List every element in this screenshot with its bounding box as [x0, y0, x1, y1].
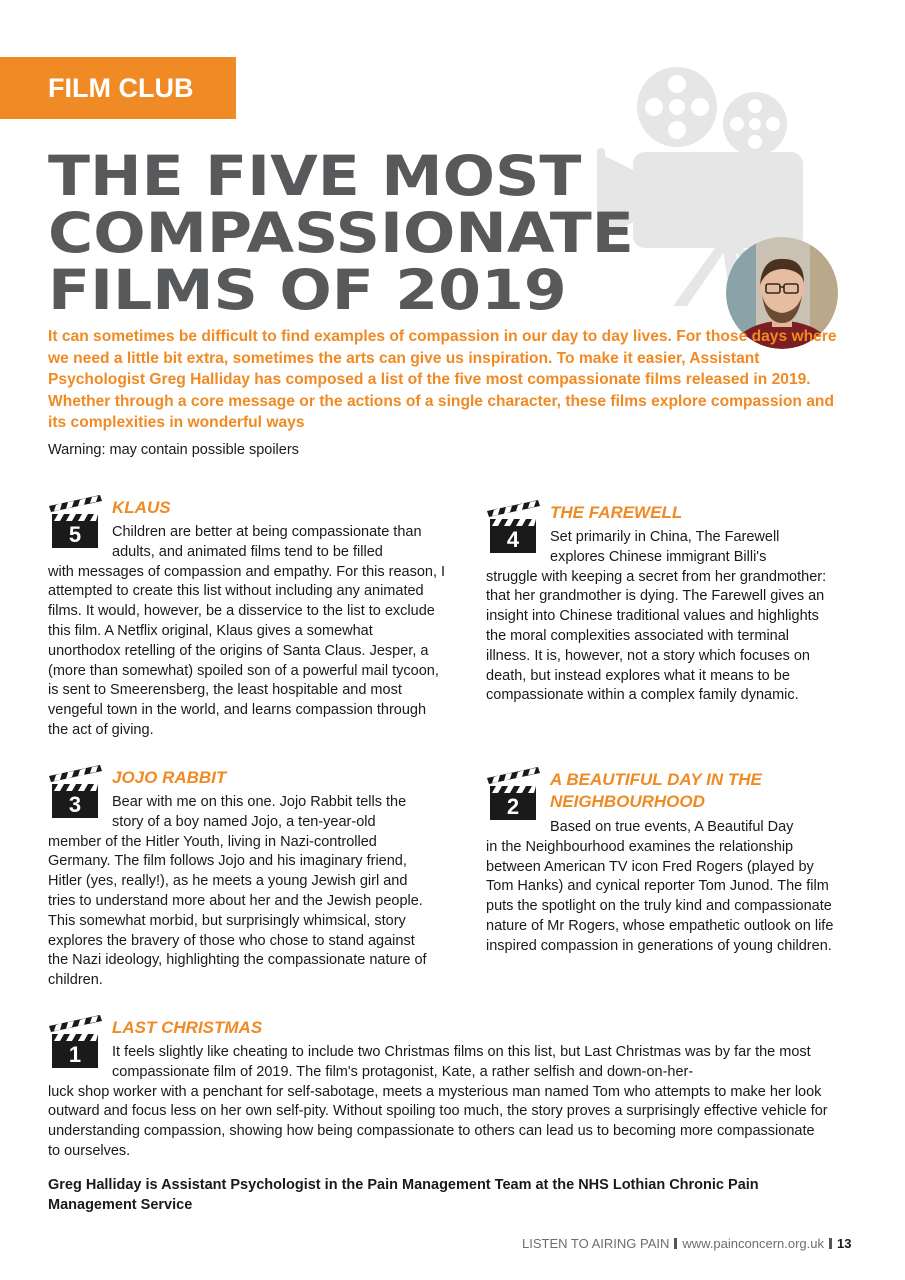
title-line: FILMS OF 2019: [48, 258, 567, 322]
footer-url[interactable]: www.painconcern.org.uk: [682, 1236, 825, 1251]
film-description: [48, 523, 448, 741]
film-entry-a-beautiful-day: [486, 766, 834, 957]
divider: [674, 1238, 677, 1249]
section-tag: FILM CLUB: [0, 57, 236, 119]
film-title: THE FAREWELL: [550, 503, 683, 522]
film-rank: 1: [68, 1042, 82, 1067]
page-footer: [522, 1236, 851, 1251]
film-rank: 3: [68, 792, 82, 817]
film-description-lead: Set primarily in China, The Farewell explores Chinese immigrant Billi's: [550, 529, 780, 565]
page-number: 13: [837, 1236, 852, 1251]
film-rank: 4: [506, 527, 520, 552]
film-description-body: luck shop worker with a penchant for self-sabotage, meets a mysterious man named Tom who attempts to make her look outward and focus less on her own self-pity. Without spoiling too much, the story proves a surprisingly effective vehicle for understanding compassion, showing how being compassionate to others can lead us to becoming more compassionate to ourselves.: [48, 1083, 828, 1159]
author-byline: Greg Halliday is Assistant Psychologist in the Pain Management Team at the NHS Lothian Chronic Pain Management Service: [48, 1177, 759, 1213]
film-title: KLAUS: [112, 498, 171, 517]
clapperboard-icon: [486, 499, 540, 553]
intro-paragraph: It can sometimes be difficult to find examples of compassion in our day to day lives. For those days where we need a little bit extra, sometimes the arts can give us inspiration. To make it easier, Assistant Psychologist Greg Halliday has composed a list of the five most compassionate films released in 2019. Whether through a core message or the actions of a single character, these films explore compassion and its complexities in wonderful ways: [48, 328, 837, 432]
film-description-body: with messages of compassion and empathy. For this reason, I attempted to create this list without including any animated films. It would, however, be a disservice to the list to exclude this film. A Netflix original, Klaus gives a somewhat unorthodox retelling of the origins of Santa Claus. Jesper, a (more than somewhat) spoiled son of a powerful mail tycoon, is sent to Smeerensberg, the least hospitable and most vengeful town in the world, and learns compassion through the act of giving.: [48, 563, 446, 738]
film-rank: 2: [506, 794, 520, 819]
clapperboard-icon: [486, 766, 540, 820]
film-entry-jojo-rabbit: [48, 764, 438, 991]
film-description-lead: Children are better at being compassionate than adults, and animated films tend to be filled: [112, 524, 422, 560]
film-entry-klaus: [48, 494, 448, 741]
film-description-body: in the Neighbourhood examines the relationship between American TV icon Fred Rogers (played by Tom Hanks) and cynical reporter Tom Junod. The film puts the spotlight on the truly kind and compassionate nature of Mr Rogers, whose empathetic outlook on life inspired compassion in generations of young children.: [486, 838, 834, 954]
film-title: LAST CHRISTMAS: [112, 1018, 263, 1037]
film-description: [48, 1043, 830, 1162]
clapperboard-icon: [48, 1014, 102, 1068]
film-title: JOJO RABBIT: [112, 768, 227, 787]
film-description: [486, 818, 834, 957]
title-line: THE FIVE MOST: [48, 144, 582, 208]
footer-label: LISTEN TO AIRING PAIN: [522, 1236, 670, 1251]
film-description-lead: Based on true events, A Beautiful Day: [550, 819, 794, 835]
divider: [829, 1238, 832, 1249]
page-title: [48, 144, 668, 322]
film-title: A BEAUTIFUL DAY IN THE NEIGHBOURHOOD: [550, 770, 762, 811]
film-entry-the-farewell: [486, 499, 836, 706]
film-description-lead: It feels slightly like cheating to include two Christmas films on this list, but Last Christmas was by far the most compassionate film of 2019. The film's protagonist, Kate, a rather selfish and down-on-her-: [112, 1044, 811, 1080]
film-entry-last-christmas: [48, 1014, 830, 1162]
spoiler-warning: Warning: may contain possible spoilers: [48, 442, 299, 458]
film-description-body: struggle with keeping a secret from her grandmother: that her grandmother is dying. The Farewell gives an insight into Chinese traditional values and highlights the moral complexities associated with terminal illness. It is, however, not a story which focuses on death, but instead explores what it means to be compassionate within a complex family dynamic.: [486, 568, 827, 704]
film-rank: 5: [68, 522, 82, 547]
film-description-lead: Bear with me on this one. Jojo Rabbit tells the story of a boy named Jojo, a ten-year-old: [112, 794, 407, 830]
clapperboard-icon: [48, 494, 102, 548]
film-description: [48, 793, 438, 991]
clapperboard-icon: [48, 764, 102, 818]
film-description-body: member of the Hitler Youth, living in Nazi-controlled Germany. The film follows Jojo and his imaginary friend, Hitler (yes, really!), as he meets a young Jewish girl and tries to understand more about her and the Jewish people. This somewhat morbid, but surprisingly whimsical, story explores the bravery of those who chose to stand against the Nazi ideology, highlighting the compassionate nature of children.: [48, 833, 427, 989]
title-line: COMPASSIONATE: [48, 201, 634, 265]
film-description: [486, 528, 836, 706]
